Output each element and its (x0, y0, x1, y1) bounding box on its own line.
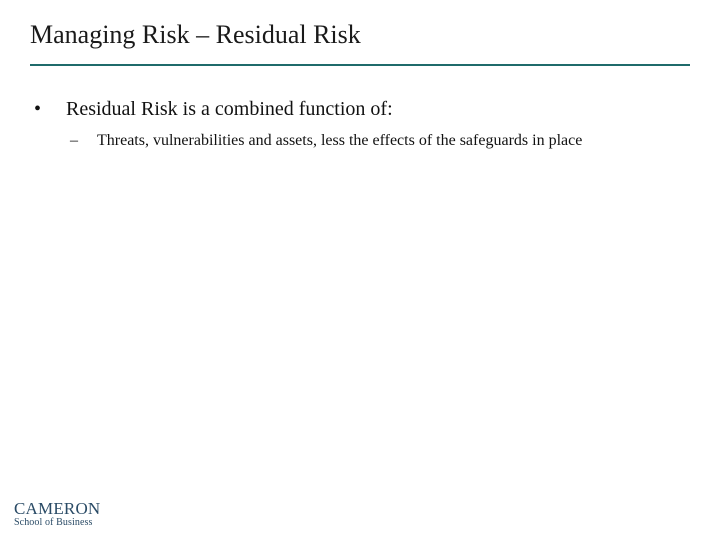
cameron-logo (14, 500, 104, 530)
bullet-item (30, 95, 393, 123)
bullet-marker: • (34, 98, 42, 120)
title-divider (30, 64, 690, 66)
logo-subtitle: School of Business (14, 517, 93, 528)
bullet-text: Residual Risk is a combined function of: (66, 98, 393, 120)
sub-bullet-item (70, 129, 670, 153)
sub-bullet-text: Threats, vulnerabilities and assets, less the effects of the safeguards in place (97, 132, 583, 149)
logo-name: CAMERON (14, 499, 101, 518)
slide-title: Managing Risk – Residual Risk (30, 20, 361, 49)
sub-bullet-marker: – (70, 132, 78, 149)
